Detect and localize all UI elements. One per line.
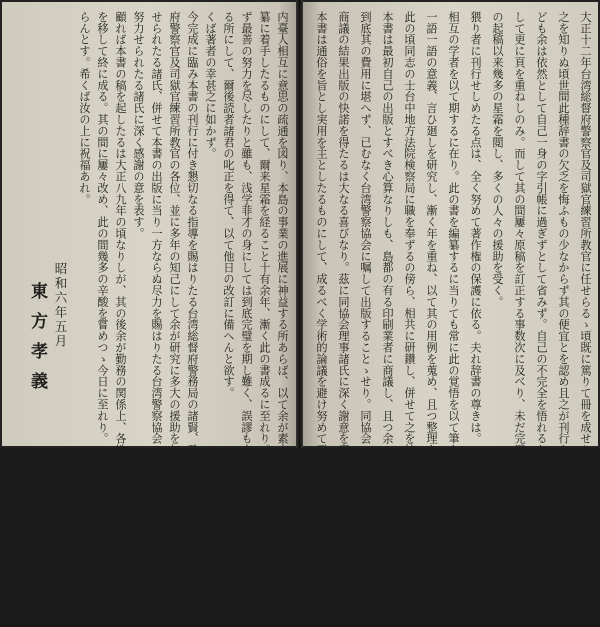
- left-page-line-11: を移して終に成る。其の間に屢々改め、此の間幾多の辛酸を嘗めつゝ今日に至れり。: [96, 11, 109, 445]
- right-page-line-13: 本書は通俗を旨とし実用を主としたるものにして、成るべく学術的論議を避け努めて平易簡明を期せり。: [315, 11, 328, 547]
- book-gutter: [296, 0, 303, 448]
- preface-author: 東方孝義: [27, 282, 47, 402]
- left-page-line-5: くば著者の幸甚之に如かず。: [204, 11, 217, 160]
- preface-date: 昭和六年五月: [53, 262, 68, 349]
- right-page: [303, 2, 598, 593]
- left-page-line-1: 内臺人相互に意思の疏通を図り、本島の事業の進展に神益する所あらば、以て余が素志の一端をも果さんと思ひ、敢て編: [276, 11, 289, 627]
- left-page-line-12: らんとす。希くば汝の上に祝福あれ。: [78, 11, 91, 205]
- left-page-line-4: る所にして、爾後読者諸君の叱正を得て、以て他日の改訂に備へんと欲す。: [222, 11, 235, 399]
- right-page-line-12: 商議の結果出版の快諾を得たるは大なる喜びなり。茲に同協会理事諸氏に深く謝意を表す。: [337, 11, 350, 479]
- right-page-line-2: 之を知りぬ頃世間此種辞書の欠乏を悔ふもの少なからず其の便宜とを認め且之が刊行を希望するもの多き、然れ: [557, 11, 570, 581]
- right-page-line-7: 相互の学者を以て期するに在り。此の書を編纂するに当りても常に此の覚悟を以て筆を執れり。: [447, 11, 460, 502]
- right-page-line-10: 本書は最初自己の出版とすべき心算なりしも、島都の有る印刷業者に商議し、且つ余の求むる: [381, 11, 394, 490]
- right-page-line-5: の起稿以来幾多の星霜を閲し、多くの人々の援助を受く。: [491, 11, 504, 308]
- right-page-line-4: して更に頁を重ねしのみ。而して其の間屢々原稿を訂正する事数次に及べり、未だ完璧に至らざるを省みず此の書: [513, 11, 526, 593]
- left-page-line-7: 府警察官及司獄官練習所教官の各位、並に多年の知己にして余が研究に多大の援助を与へられたる: [168, 11, 181, 513]
- right-page-line-6: 猥り者に刊行せしめたる点は、全く努めて著作権の保護に依る。夫れ辞書の尊きは。: [469, 11, 482, 445]
- left-page: [2, 2, 296, 627]
- right-page-line-8: 一語一語の意義、言ひ廻しを研究し、漸く年を重ね、以て其の用例を蒐め、且つ整理を加へたり。: [425, 11, 438, 513]
- left-page-line-8: せられたる諸氏、併せて本書の出版に当り一方ならぬ尽力を賜はりたる台湾警察協会の諸氏に対し、: [150, 11, 163, 524]
- left-page-line-10: 顧れば本書の稿を起したるは大正八九年の頃なりしが、其の後余が勤務の関係上、各地を転々とし、: [114, 11, 127, 524]
- right-page-line-11: 到底其の費用に堪へず、已むなく台湾警察協会に嘱して出版することゝせり。同協会: [359, 11, 372, 445]
- left-page-line-6: 今完成に臨み本書の刊行に付き懇切なる指導を賜はりたる台湾総督府警務局の諸賢、及び台中: [186, 11, 199, 490]
- left-page-line-9: 努力せられたる諸氏に深く感謝の意を表す。: [132, 11, 145, 239]
- right-page-line-9: 此の頃同志の士台中地方法院検察局に職を奉ずるの傍ら、相共に研鑽し、併せて之を校閲せり。: [403, 11, 416, 502]
- left-page-line-2: 纂に着手したるものにして、爾来星霜を経ること十有余年、漸く此の書成るに至れり。: [258, 11, 271, 456]
- right-page-line-3: ども余は依然として自己一身の字引帳に過ぎずとして省みず。自己の不完全を悟れるなり。唯以て孜々励精: [535, 11, 548, 559]
- right-page-line-1: 大正十二年台湾総督府警察官及司獄官練習所教官に任せらるゝ頃既に篤りて冊を成せり。同所練習生諸士: [579, 11, 592, 547]
- left-page-line-3: ず最善の努力を尽したりと雖も、浅学菲才の身にしては到底完璧を期し難く、誤謬も亦少からざるを恐る。: [240, 11, 253, 559]
